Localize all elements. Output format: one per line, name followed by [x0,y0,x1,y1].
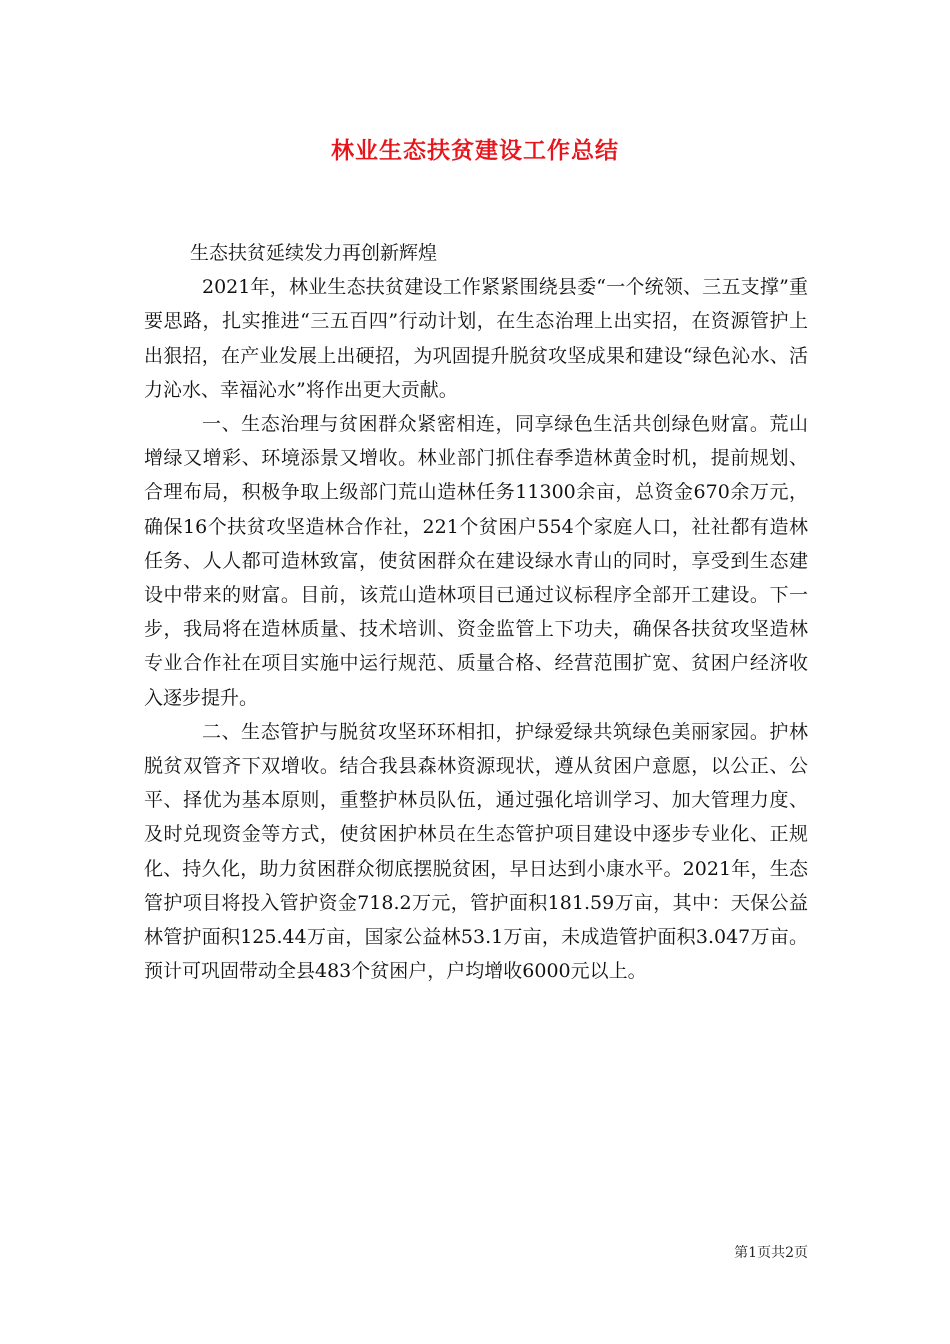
paragraph-section-one: 一、生态治理与贫困群众紧密相连，同享绿色生活共创绿色财富。荒山增绿又增彩、环境添景又增收。林业部门抓住春季造林黄金时机，提前规划、合理布局，积极争取上级部门荒山造林任务11300余亩，总资金670余万元，确保16个扶贫攻坚造林合作社，221个贫困户554个家庭人口，社社都有造林任务、人人都可造林致富，使贫困群众在建设绿水青山的同时，享受到生态建设中带来的财富。目前，该荒山造林项目已通过议标程序全部开工建设。下一步，我局将在造林质量、技术培训、资金监管上下功夫，确保各扶贫攻坚造林专业合作社在项目实施中运行规范、质量合格、经营范围扩宽、贫困户经济收入逐步提升。 [144,413,808,709]
paragraph-section-two: 二、生态管护与脱贫攻坚环环相扣，护绿爱绿共筑绿色美丽家园。护林脱贫双管齐下双增收。结合我县森林资源现状，遵从贫困户意愿，以公正、公平、择优为基本原则，重整护林员队伍，通过强化培训学习、加大管理力度、及时兑现资金等方式，使贫困护林员在生态管护项目建设中逐步专业化、正规化、持久化，助力贫困群众彻底摆脱贫困，早日达到小康水平。2021年，生态管护项目将投入管护资金718.2万元，管护面积181.59万亩，其中：天保公益林管护面积125.44万亩，国家公益林53.1万亩，未成造管护面积3.047万亩。预计可巩固带动全县483个贫困户，户均增收6000元以上。 [144,720,808,983]
document-subtitle: 生态扶贫延续发力再创新辉煌 [190,242,438,264]
paragraph-intro: 2021年，林业生态扶贫建设工作紧紧围绕县委“一个统领、三五支撑”重要思路，扎实推进“三五百四”行动计划，在生态治理上出实招，在资源管护上出狠招，在产业发展上出硬招，为巩固提升脱贫攻坚成果和建设“绿色沁水、活力沁水、幸福沁水”将作出更大贡献。 [144,276,808,401]
page-number: 第1页共2页 [734,1245,808,1261]
document-body [144,236,808,988]
document-title: 林业生态扶贫建设工作总结 [331,137,619,164]
